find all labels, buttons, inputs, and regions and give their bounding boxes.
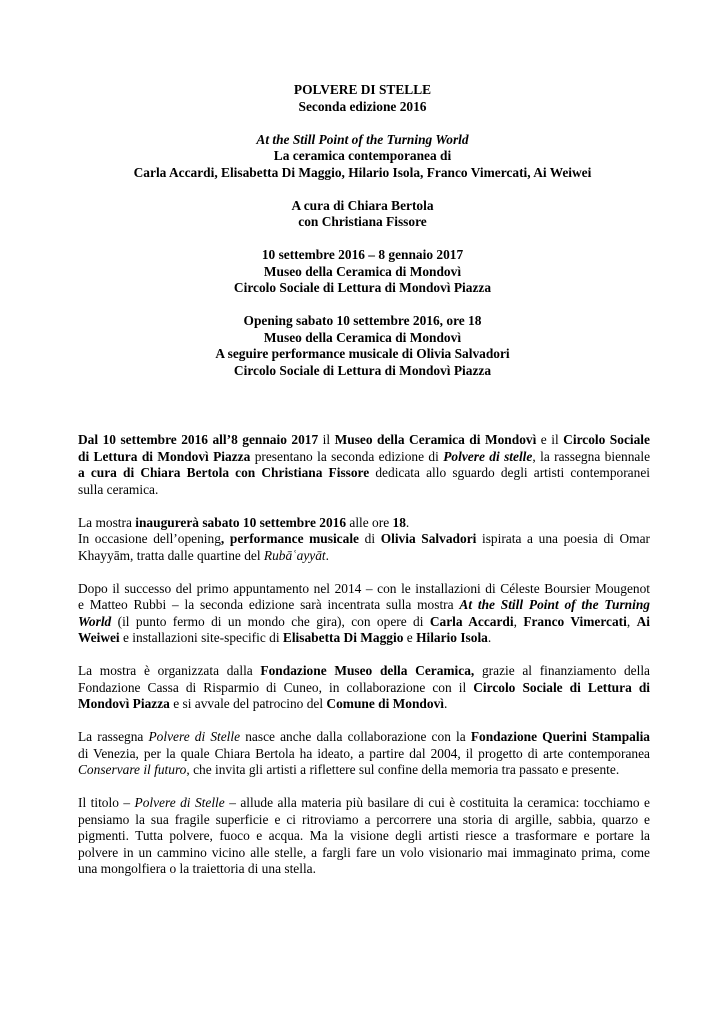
text-run: World xyxy=(78,613,112,629)
text-run: La rassegna xyxy=(78,729,149,744)
paragraph-4 xyxy=(78,663,650,713)
text-run: Carla Accardi xyxy=(429,613,514,629)
text-run: polvere in un cammino vicino alle stelle, a fargli fare un volo visionario mai immaginato prima, come xyxy=(78,844,650,860)
paragraph-5-line-2 xyxy=(78,746,650,763)
paragraph-5 xyxy=(78,729,650,779)
text-run: Elisabetta Di Maggio xyxy=(282,630,404,645)
text-run: pigmenti. Tutta polvere, fuoco e acqua. Ma la visione degli artisti riesce a trasformare e portare la xyxy=(78,828,650,843)
curators-block xyxy=(60,198,665,231)
opening-block xyxy=(60,313,665,379)
text-run: Fondazione Museo della Ceramica, xyxy=(260,663,475,678)
curator-line: A cura di Chiara Bertola xyxy=(291,197,434,213)
exhibition-block xyxy=(60,132,665,182)
text-run: il xyxy=(318,432,335,447)
paragraph-6-line-3 xyxy=(78,828,650,845)
paragraph-2-line-1 xyxy=(78,515,650,532)
text-run: Olivia Salvadori xyxy=(380,531,477,546)
text-run: sulla ceramica. xyxy=(78,481,159,497)
opening-venue-2: Circolo Sociale di Lettura di Mondovì Piazza xyxy=(233,362,492,378)
paragraph-4-line-3 xyxy=(78,696,650,713)
paragraph-2-line-3 xyxy=(78,548,650,565)
text-run: , xyxy=(513,613,524,629)
text-run: nasce anche dalla collaborazione con la xyxy=(240,729,471,744)
text-run: . xyxy=(405,514,410,530)
text-run: e installazioni site-specific di xyxy=(119,630,283,645)
text-run: Khayyām, tratta dalle quartine del xyxy=(78,547,264,563)
text-run: Rubāʿayyāt xyxy=(263,547,326,563)
paragraph-2 xyxy=(78,515,650,565)
text-run: ispirata a una poesia di Omar xyxy=(476,531,650,546)
text-run: , che invita gli artisti a riflettere sul confine della memoria tra passato e presente. xyxy=(186,762,620,777)
text-run: (il punto fermo di un mondo che gira), con opere di xyxy=(111,613,430,629)
paragraph-3-line-4 xyxy=(78,630,650,647)
text-run: Franco Vimercati xyxy=(523,613,627,629)
paragraph-4-line-2 xyxy=(78,680,650,697)
paragraph-2-line-2 xyxy=(78,531,650,548)
text-run: Conservare il futuro xyxy=(78,762,187,777)
text-run: . xyxy=(487,630,492,645)
text-run: Polvere di Stelle xyxy=(148,729,241,744)
text-run: e Matteo Rubbi – la seconda edizione sarà incentrata sulla mostra xyxy=(78,597,460,612)
paragraph-4-line-1 xyxy=(78,663,650,680)
paragraph-1 xyxy=(78,432,650,498)
text-run: Il titolo – xyxy=(78,795,135,810)
document-header xyxy=(60,82,665,396)
text-run: At the Still Point of the Turning xyxy=(459,597,650,612)
text-run: alle ore xyxy=(346,514,393,530)
text-run: . xyxy=(443,696,448,711)
text-run: una mongolfiera o la traiettoria di una stella. xyxy=(78,861,316,876)
text-run: Comune di Mondovì xyxy=(326,696,444,711)
paragraph-1-line-4 xyxy=(78,482,650,499)
text-run: , la rassegna biennale xyxy=(532,448,651,464)
text-run: Dopo il successo del primo appuntamento nel 2014 – con le installazioni di Céleste Boursier Mougenot xyxy=(78,580,650,596)
text-run: Ai xyxy=(636,613,651,629)
text-run: Mondovì Piazza xyxy=(78,696,170,711)
text-run: e xyxy=(403,630,417,645)
paragraph-1-line-3 xyxy=(78,465,650,482)
performance-line: A seguire performance musicale di Olivia Salvadori xyxy=(215,346,510,361)
venue-line-1: Museo della Ceramica di Mondovì xyxy=(263,263,462,279)
venue-line-2: Circolo Sociale di Lettura di Mondovì Piazza xyxy=(233,280,492,295)
text-run: Circolo Sociale xyxy=(563,432,650,447)
text-run: Polvere di Stelle xyxy=(134,795,225,810)
text-run: Fondazione Querini Stampalia xyxy=(470,729,650,744)
text-run: – allude alla materia più basilare di cui è costituita la ceramica: tocchiamo e xyxy=(224,795,650,810)
artists-line: Carla Accardi, Elisabetta Di Maggio, Hilario Isola, Franco Vimercati, Ai Weiwei xyxy=(133,164,592,180)
paragraph-5-line-1 xyxy=(78,729,650,746)
paragraph-1-line-1 xyxy=(78,432,650,449)
paragraph-3-line-2 xyxy=(78,597,650,614)
text-run: di xyxy=(358,531,381,546)
dates-line: 10 settembre 2016 – 8 gennaio 2017 xyxy=(261,247,464,262)
title-block xyxy=(60,82,665,115)
text-run: Hilario Isola xyxy=(416,630,488,645)
opening-line: Opening sabato 10 settembre 2016, ore 18 xyxy=(243,313,482,328)
text-run: , xyxy=(626,613,637,629)
text-run: Circolo Sociale di Lettura di xyxy=(473,679,650,695)
text-run: presentano la seconda edizione di xyxy=(250,448,444,464)
text-run: inaugurerà sabato 10 settembre 2016 xyxy=(135,514,347,530)
co-curator-line: con Christiana Fissore xyxy=(298,214,427,229)
exhibition-subtitle: La ceramica contemporanea di xyxy=(273,148,452,163)
text-run: e si avvale del patrocino del xyxy=(169,696,327,711)
paragraph-6-line-4 xyxy=(78,845,650,862)
text-run: di Lettura di Mondovì Piazza xyxy=(78,448,251,464)
text-run: Weiwei xyxy=(78,630,120,645)
text-run: Museo della Ceramica di Mondovì xyxy=(334,432,537,447)
text-run: In occasione dell’opening xyxy=(78,531,221,546)
document-title: POLVERE DI STELLE xyxy=(293,82,432,97)
text-run: La mostra è organizzata dalla xyxy=(78,663,261,678)
opening-venue-1: Museo della Ceramica di Mondovì xyxy=(263,329,462,345)
text-run: La mostra xyxy=(78,514,136,530)
text-run: dedicata allo sguardo degli artisti contemporanei xyxy=(369,465,650,480)
paragraph-6-line-1 xyxy=(78,795,650,812)
paragraph-1-line-2 xyxy=(78,449,650,466)
paragraph-6 xyxy=(78,795,650,878)
text-run: pensiamo la sua fragile superficie e ci ritroviamo a percorrere una storia di argille, sabbia, quarzo e xyxy=(78,811,650,827)
paragraph-3-line-1 xyxy=(78,581,650,598)
text-run: grazie al finanziamento della xyxy=(474,663,651,678)
text-run: Dal 10 settembre 2016 all’8 gennaio 2017 xyxy=(78,432,319,447)
paragraph-3 xyxy=(78,581,650,647)
dates-block xyxy=(60,247,665,297)
text-run: 18 xyxy=(392,514,406,530)
text-run: , performance musicale xyxy=(220,531,359,546)
text-run: Fondazione Cassa di Risparmio di Cuneo, in collaborazione con il xyxy=(78,679,474,695)
text-run: e il xyxy=(536,432,564,447)
paragraph-6-line-5 xyxy=(78,861,650,878)
paragraph-5-line-3 xyxy=(78,762,650,779)
text-run: di Venezia, per la quale Chiara Bertola ha ideato, a partire dal 2004, il progetto di arte contemporanea xyxy=(78,745,650,761)
text-run: a cura di Chiara Bertola con Christiana Fissore xyxy=(78,465,370,480)
paragraph-6-line-2 xyxy=(78,812,650,829)
text-run: Polvere di stelle xyxy=(443,448,533,464)
exhibition-title: At the Still Point of the Turning World xyxy=(256,131,469,147)
text-run: . xyxy=(325,547,329,563)
document-body xyxy=(78,432,650,894)
edition-line: Seconda edizione 2016 xyxy=(298,98,427,114)
paragraph-3-line-3 xyxy=(78,614,650,631)
